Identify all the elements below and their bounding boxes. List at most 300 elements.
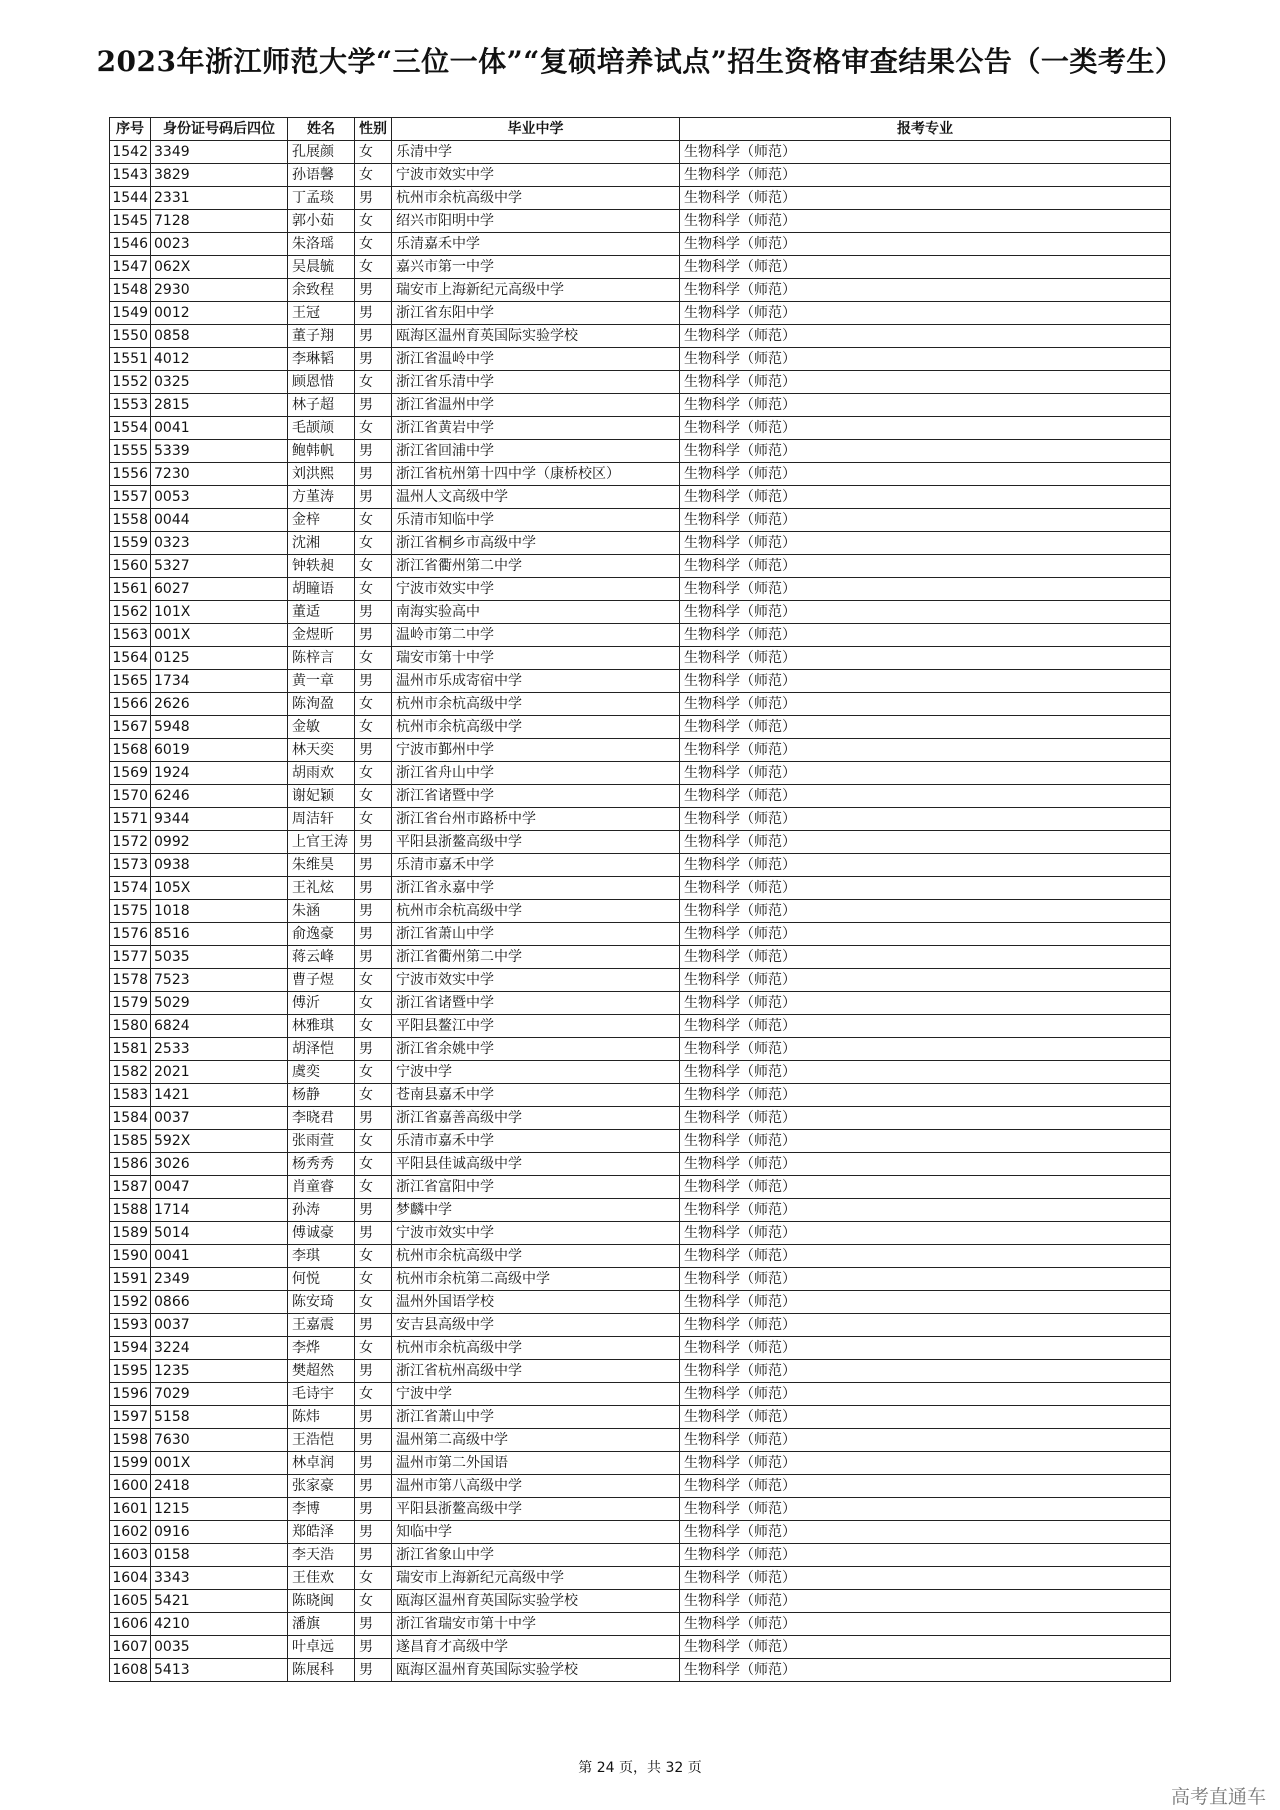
table-row bbox=[110, 601, 1171, 624]
cell-name: 林雅琪 bbox=[288, 1015, 355, 1038]
cell-name: 胡瞳语 bbox=[288, 578, 355, 601]
cell-gender: 女 bbox=[355, 141, 392, 164]
cell-id-last4: 6027 bbox=[151, 578, 288, 601]
cell-id-last4: 6019 bbox=[151, 739, 288, 762]
cell-major: 生物科学（师范） bbox=[680, 624, 1171, 647]
cell-school: 乐清市嘉禾中学 bbox=[392, 1130, 680, 1153]
cell-id-last4: 0158 bbox=[151, 1544, 288, 1567]
cell-school: 平阳县浙鳌高级中学 bbox=[392, 831, 680, 854]
cell-gender: 女 bbox=[355, 762, 392, 785]
cell-name: 张雨萱 bbox=[288, 1130, 355, 1153]
cell-name: 金敏 bbox=[288, 716, 355, 739]
cell-gender: 女 bbox=[355, 1061, 392, 1084]
cell-gender: 男 bbox=[355, 1107, 392, 1130]
cell-name: 李琪 bbox=[288, 1245, 355, 1268]
table-row bbox=[110, 463, 1171, 486]
cell-seq: 1587 bbox=[110, 1176, 151, 1199]
cell-school: 杭州市余杭高级中学 bbox=[392, 900, 680, 923]
cell-seq: 1545 bbox=[110, 210, 151, 233]
cell-school: 浙江省乐清中学 bbox=[392, 371, 680, 394]
cell-gender: 女 bbox=[355, 532, 392, 555]
cell-gender: 女 bbox=[355, 992, 392, 1015]
table-row bbox=[110, 831, 1171, 854]
cell-major: 生物科学（师范） bbox=[680, 1153, 1171, 1176]
cell-name: 虞奕 bbox=[288, 1061, 355, 1084]
table-row bbox=[110, 739, 1171, 762]
cell-major: 生物科学（师范） bbox=[680, 1498, 1171, 1521]
cell-school: 浙江省富阳中学 bbox=[392, 1176, 680, 1199]
cell-name: 吴晨毓 bbox=[288, 256, 355, 279]
watermark: 高考直通车 bbox=[1170, 1786, 1266, 1808]
table-row bbox=[110, 1245, 1171, 1268]
cell-major: 生物科学（师范） bbox=[680, 1291, 1171, 1314]
cell-name: 曹子煜 bbox=[288, 969, 355, 992]
cell-major: 生物科学（师范） bbox=[680, 808, 1171, 831]
cell-seq: 1579 bbox=[110, 992, 151, 1015]
cell-gender: 男 bbox=[355, 1613, 392, 1636]
cell-seq: 1564 bbox=[110, 647, 151, 670]
cell-seq: 1594 bbox=[110, 1337, 151, 1360]
cell-name: 上官王涛 bbox=[288, 831, 355, 854]
table-row bbox=[110, 233, 1171, 256]
cell-name: 俞逸豪 bbox=[288, 923, 355, 946]
cell-major: 生物科学（师范） bbox=[680, 1222, 1171, 1245]
cell-name: 孙语馨 bbox=[288, 164, 355, 187]
cell-gender: 女 bbox=[355, 716, 392, 739]
cell-name: 郭小茹 bbox=[288, 210, 355, 233]
cell-major: 生物科学（师范） bbox=[680, 1636, 1171, 1659]
cell-id-last4: 0938 bbox=[151, 854, 288, 877]
cell-name: 陈安琦 bbox=[288, 1291, 355, 1314]
cell-school: 宁波市效实中学 bbox=[392, 1222, 680, 1245]
cell-school: 浙江省杭州高级中学 bbox=[392, 1360, 680, 1383]
cell-school: 浙江省瑞安市第十中学 bbox=[392, 1613, 680, 1636]
col-header-gender: 性别 bbox=[355, 118, 392, 141]
cell-name: 樊超然 bbox=[288, 1360, 355, 1383]
cell-school: 浙江省桐乡市高级中学 bbox=[392, 532, 680, 555]
cell-id-last4: 0992 bbox=[151, 831, 288, 854]
table-row bbox=[110, 1291, 1171, 1314]
results-table bbox=[109, 117, 1171, 1682]
table-row bbox=[110, 302, 1171, 325]
cell-name: 潘旗 bbox=[288, 1613, 355, 1636]
cell-name: 余致程 bbox=[288, 279, 355, 302]
cell-school: 平阳县浙鳌高级中学 bbox=[392, 1498, 680, 1521]
cell-seq: 1543 bbox=[110, 164, 151, 187]
table-row bbox=[110, 1199, 1171, 1222]
table-row bbox=[110, 1613, 1171, 1636]
table-row bbox=[110, 1153, 1171, 1176]
cell-seq: 1577 bbox=[110, 946, 151, 969]
cell-id-last4: 001X bbox=[151, 624, 288, 647]
cell-id-last4: 7029 bbox=[151, 1383, 288, 1406]
cell-school: 宁波市效实中学 bbox=[392, 164, 680, 187]
cell-gender: 女 bbox=[355, 1084, 392, 1107]
cell-id-last4: 5029 bbox=[151, 992, 288, 1015]
cell-name: 毛诗宇 bbox=[288, 1383, 355, 1406]
cell-name: 金煜昕 bbox=[288, 624, 355, 647]
cell-gender: 男 bbox=[355, 739, 392, 762]
table-row bbox=[110, 1268, 1171, 1291]
cell-major: 生物科学（师范） bbox=[680, 831, 1171, 854]
cell-gender: 男 bbox=[355, 854, 392, 877]
cell-school: 瑞安市第十中学 bbox=[392, 647, 680, 670]
cell-major: 生物科学（师范） bbox=[680, 1567, 1171, 1590]
cell-gender: 女 bbox=[355, 647, 392, 670]
cell-id-last4: 2021 bbox=[151, 1061, 288, 1084]
cell-gender: 女 bbox=[355, 1245, 392, 1268]
table-row bbox=[110, 693, 1171, 716]
cell-seq: 1574 bbox=[110, 877, 151, 900]
cell-school: 浙江省衢州第二中学 bbox=[392, 555, 680, 578]
cell-seq: 1555 bbox=[110, 440, 151, 463]
cell-name: 陈洵盈 bbox=[288, 693, 355, 716]
cell-seq: 1592 bbox=[110, 1291, 151, 1314]
cell-seq: 1585 bbox=[110, 1130, 151, 1153]
table-row bbox=[110, 877, 1171, 900]
cell-school: 浙江省衢州第二中学 bbox=[392, 946, 680, 969]
cell-id-last4: 1215 bbox=[151, 1498, 288, 1521]
cell-gender: 女 bbox=[355, 1268, 392, 1291]
cell-major: 生物科学（师范） bbox=[680, 371, 1171, 394]
cell-seq: 1598 bbox=[110, 1429, 151, 1452]
table-row bbox=[110, 486, 1171, 509]
cell-id-last4: 062X bbox=[151, 256, 288, 279]
cell-id-last4: 0866 bbox=[151, 1291, 288, 1314]
col-header-name: 姓名 bbox=[288, 118, 355, 141]
cell-major: 生物科学（师范） bbox=[680, 716, 1171, 739]
table-row bbox=[110, 555, 1171, 578]
cell-major: 生物科学（师范） bbox=[680, 601, 1171, 624]
cell-name: 董子翔 bbox=[288, 325, 355, 348]
cell-major: 生物科学（师范） bbox=[680, 164, 1171, 187]
cell-school: 浙江省永嘉中学 bbox=[392, 877, 680, 900]
cell-seq: 1566 bbox=[110, 693, 151, 716]
table-row bbox=[110, 1084, 1171, 1107]
cell-school: 乐清市嘉禾中学 bbox=[392, 854, 680, 877]
table-row bbox=[110, 923, 1171, 946]
cell-id-last4: 8516 bbox=[151, 923, 288, 946]
cell-school: 宁波市效实中学 bbox=[392, 578, 680, 601]
table-row bbox=[110, 762, 1171, 785]
cell-id-last4: 105X bbox=[151, 877, 288, 900]
cell-gender: 男 bbox=[355, 1429, 392, 1452]
cell-seq: 1593 bbox=[110, 1314, 151, 1337]
cell-gender: 女 bbox=[355, 509, 392, 532]
cell-major: 生物科学（师范） bbox=[680, 1613, 1171, 1636]
cell-id-last4: 5339 bbox=[151, 440, 288, 463]
cell-major: 生物科学（师范） bbox=[680, 969, 1171, 992]
cell-major: 生物科学（师范） bbox=[680, 348, 1171, 371]
cell-name: 谢妃颖 bbox=[288, 785, 355, 808]
cell-gender: 男 bbox=[355, 1452, 392, 1475]
cell-major: 生物科学（师范） bbox=[680, 417, 1171, 440]
cell-id-last4: 2418 bbox=[151, 1475, 288, 1498]
cell-major: 生物科学（师范） bbox=[680, 900, 1171, 923]
table-row bbox=[110, 647, 1171, 670]
table-row bbox=[110, 440, 1171, 463]
col-header-id-last4: 身份证号码后四位 bbox=[151, 118, 288, 141]
table-body bbox=[110, 141, 1171, 1682]
table-row bbox=[110, 854, 1171, 877]
cell-id-last4: 2930 bbox=[151, 279, 288, 302]
cell-name: 朱维昊 bbox=[288, 854, 355, 877]
cell-id-last4: 5948 bbox=[151, 716, 288, 739]
cell-name: 方堇涛 bbox=[288, 486, 355, 509]
cell-name: 王礼炫 bbox=[288, 877, 355, 900]
cell-name: 林卓润 bbox=[288, 1452, 355, 1475]
cell-name: 李晓君 bbox=[288, 1107, 355, 1130]
cell-seq: 1552 bbox=[110, 371, 151, 394]
table-row bbox=[110, 509, 1171, 532]
cell-name: 王嘉震 bbox=[288, 1314, 355, 1337]
cell-gender: 女 bbox=[355, 808, 392, 831]
cell-id-last4: 4012 bbox=[151, 348, 288, 371]
cell-school: 浙江省东阳中学 bbox=[392, 302, 680, 325]
col-header-seq: 序号 bbox=[110, 118, 151, 141]
table-row bbox=[110, 394, 1171, 417]
cell-seq: 1560 bbox=[110, 555, 151, 578]
cell-seq: 1565 bbox=[110, 670, 151, 693]
cell-school: 宁波中学 bbox=[392, 1383, 680, 1406]
cell-id-last4: 7523 bbox=[151, 969, 288, 992]
cell-seq: 1599 bbox=[110, 1452, 151, 1475]
cell-school: 平阳县佳诚高级中学 bbox=[392, 1153, 680, 1176]
cell-id-last4: 0044 bbox=[151, 509, 288, 532]
cell-major: 生物科学（师范） bbox=[680, 1268, 1171, 1291]
cell-gender: 男 bbox=[355, 302, 392, 325]
cell-school: 浙江省余姚中学 bbox=[392, 1038, 680, 1061]
cell-gender: 女 bbox=[355, 1153, 392, 1176]
cell-name: 孙涛 bbox=[288, 1199, 355, 1222]
table-row bbox=[110, 1498, 1171, 1521]
cell-major: 生物科学（师范） bbox=[680, 923, 1171, 946]
cell-seq: 1602 bbox=[110, 1521, 151, 1544]
cell-seq: 1559 bbox=[110, 532, 151, 555]
cell-id-last4: 5413 bbox=[151, 1659, 288, 1682]
cell-major: 生物科学（师范） bbox=[680, 141, 1171, 164]
cell-id-last4: 5421 bbox=[151, 1590, 288, 1613]
cell-seq: 1573 bbox=[110, 854, 151, 877]
table-row bbox=[110, 417, 1171, 440]
cell-name: 肖童睿 bbox=[288, 1176, 355, 1199]
table-row bbox=[110, 1314, 1171, 1337]
cell-id-last4: 3349 bbox=[151, 141, 288, 164]
cell-gender: 女 bbox=[355, 555, 392, 578]
cell-gender: 女 bbox=[355, 578, 392, 601]
cell-gender: 男 bbox=[355, 624, 392, 647]
cell-id-last4: 2626 bbox=[151, 693, 288, 716]
cell-id-last4: 5014 bbox=[151, 1222, 288, 1245]
cell-gender: 男 bbox=[355, 1360, 392, 1383]
cell-name: 陈梓言 bbox=[288, 647, 355, 670]
cell-major: 生物科学（师范） bbox=[680, 1176, 1171, 1199]
table-row bbox=[110, 1590, 1171, 1613]
cell-major: 生物科学（师范） bbox=[680, 877, 1171, 900]
table-row bbox=[110, 1061, 1171, 1084]
cell-gender: 女 bbox=[355, 1337, 392, 1360]
cell-gender: 男 bbox=[355, 394, 392, 417]
cell-name: 何悦 bbox=[288, 1268, 355, 1291]
cell-major: 生物科学（师范） bbox=[680, 762, 1171, 785]
cell-major: 生物科学（师范） bbox=[680, 302, 1171, 325]
table-row bbox=[110, 1038, 1171, 1061]
cell-name: 王浩恺 bbox=[288, 1429, 355, 1452]
cell-school: 浙江省诸暨中学 bbox=[392, 992, 680, 1015]
table-row bbox=[110, 348, 1171, 371]
cell-id-last4: 2533 bbox=[151, 1038, 288, 1061]
table-row bbox=[110, 1544, 1171, 1567]
cell-school: 杭州市余杭第二高级中学 bbox=[392, 1268, 680, 1291]
cell-seq: 1558 bbox=[110, 509, 151, 532]
cell-major: 生物科学（师范） bbox=[680, 233, 1171, 256]
cell-school: 浙江省黄岩中学 bbox=[392, 417, 680, 440]
cell-school: 温岭市第二中学 bbox=[392, 624, 680, 647]
table-row bbox=[110, 1521, 1171, 1544]
cell-seq: 1606 bbox=[110, 1613, 151, 1636]
table-row bbox=[110, 1406, 1171, 1429]
table-row bbox=[110, 1636, 1171, 1659]
cell-major: 生物科学（师范） bbox=[680, 739, 1171, 762]
cell-id-last4: 7128 bbox=[151, 210, 288, 233]
cell-seq: 1568 bbox=[110, 739, 151, 762]
cell-seq: 1596 bbox=[110, 1383, 151, 1406]
cell-school: 浙江省象山中学 bbox=[392, 1544, 680, 1567]
cell-id-last4: 3224 bbox=[151, 1337, 288, 1360]
cell-school: 温州市乐成寄宿中学 bbox=[392, 670, 680, 693]
cell-seq: 1582 bbox=[110, 1061, 151, 1084]
cell-school: 杭州市余杭高级中学 bbox=[392, 187, 680, 210]
cell-seq: 1562 bbox=[110, 601, 151, 624]
col-header-major: 报考专业 bbox=[680, 118, 1171, 141]
table-row bbox=[110, 532, 1171, 555]
cell-school: 温州第二高级中学 bbox=[392, 1429, 680, 1452]
cell-seq: 1546 bbox=[110, 233, 151, 256]
cell-id-last4: 0053 bbox=[151, 486, 288, 509]
cell-name: 周洁轩 bbox=[288, 808, 355, 831]
cell-school: 温州市第八高级中学 bbox=[392, 1475, 680, 1498]
cell-school: 安吉县高级中学 bbox=[392, 1314, 680, 1337]
cell-name: 朱洛瑶 bbox=[288, 233, 355, 256]
cell-gender: 女 bbox=[355, 1590, 392, 1613]
cell-school: 浙江省萧山中学 bbox=[392, 1406, 680, 1429]
cell-seq: 1571 bbox=[110, 808, 151, 831]
cell-name: 沈湘 bbox=[288, 532, 355, 555]
cell-school: 浙江省嘉善高级中学 bbox=[392, 1107, 680, 1130]
cell-id-last4: 0125 bbox=[151, 647, 288, 670]
cell-seq: 1603 bbox=[110, 1544, 151, 1567]
cell-gender: 男 bbox=[355, 946, 392, 969]
cell-seq: 1553 bbox=[110, 394, 151, 417]
cell-major: 生物科学（师范） bbox=[680, 1590, 1171, 1613]
table-row bbox=[110, 164, 1171, 187]
cell-seq: 1542 bbox=[110, 141, 151, 164]
cell-gender: 女 bbox=[355, 417, 392, 440]
cell-gender: 男 bbox=[355, 1314, 392, 1337]
cell-major: 生物科学（师范） bbox=[680, 1544, 1171, 1567]
cell-major: 生物科学（师范） bbox=[680, 1521, 1171, 1544]
cell-school: 嘉兴市第一中学 bbox=[392, 256, 680, 279]
cell-seq: 1597 bbox=[110, 1406, 151, 1429]
cell-id-last4: 101X bbox=[151, 601, 288, 624]
cell-gender: 男 bbox=[355, 900, 392, 923]
table-row bbox=[110, 624, 1171, 647]
cell-gender: 男 bbox=[355, 1038, 392, 1061]
cell-seq: 1584 bbox=[110, 1107, 151, 1130]
cell-school: 杭州市余杭高级中学 bbox=[392, 1245, 680, 1268]
cell-major: 生物科学（师范） bbox=[680, 1659, 1171, 1682]
cell-major: 生物科学（师范） bbox=[680, 256, 1171, 279]
cell-name: 董适 bbox=[288, 601, 355, 624]
cell-gender: 男 bbox=[355, 1406, 392, 1429]
cell-name: 陈炜 bbox=[288, 1406, 355, 1429]
table-row bbox=[110, 1452, 1171, 1475]
cell-school: 杭州市余杭高级中学 bbox=[392, 716, 680, 739]
cell-id-last4: 0037 bbox=[151, 1314, 288, 1337]
cell-school: 杭州市余杭高级中学 bbox=[392, 1337, 680, 1360]
cell-name: 陈展科 bbox=[288, 1659, 355, 1682]
table-row bbox=[110, 946, 1171, 969]
cell-id-last4: 7630 bbox=[151, 1429, 288, 1452]
cell-seq: 1554 bbox=[110, 417, 151, 440]
cell-name: 胡泽恺 bbox=[288, 1038, 355, 1061]
cell-gender: 男 bbox=[355, 1659, 392, 1682]
cell-major: 生物科学（师范） bbox=[680, 1107, 1171, 1130]
cell-id-last4: 592X bbox=[151, 1130, 288, 1153]
cell-major: 生物科学（师范） bbox=[680, 1199, 1171, 1222]
cell-id-last4: 6824 bbox=[151, 1015, 288, 1038]
cell-name: 钟轶昶 bbox=[288, 555, 355, 578]
cell-major: 生物科学（师范） bbox=[680, 463, 1171, 486]
cell-seq: 1563 bbox=[110, 624, 151, 647]
cell-school: 梦麟中学 bbox=[392, 1199, 680, 1222]
cell-gender: 女 bbox=[355, 1383, 392, 1406]
cell-gender: 女 bbox=[355, 1291, 392, 1314]
cell-gender: 男 bbox=[355, 463, 392, 486]
cell-school: 温州人文高级中学 bbox=[392, 486, 680, 509]
cell-school: 浙江省萧山中学 bbox=[392, 923, 680, 946]
cell-major: 生物科学（师范） bbox=[680, 486, 1171, 509]
cell-name: 傅诚豪 bbox=[288, 1222, 355, 1245]
cell-seq: 1607 bbox=[110, 1636, 151, 1659]
cell-major: 生物科学（师范） bbox=[680, 210, 1171, 233]
cell-major: 生物科学（师范） bbox=[680, 325, 1171, 348]
table-row bbox=[110, 1383, 1171, 1406]
cell-seq: 1557 bbox=[110, 486, 151, 509]
cell-gender: 女 bbox=[355, 1015, 392, 1038]
cell-major: 生物科学（师范） bbox=[680, 1038, 1171, 1061]
cell-name: 叶卓远 bbox=[288, 1636, 355, 1659]
cell-school: 遂昌育才高级中学 bbox=[392, 1636, 680, 1659]
cell-school: 温州外国语学校 bbox=[392, 1291, 680, 1314]
table-row bbox=[110, 256, 1171, 279]
cell-id-last4: 3343 bbox=[151, 1567, 288, 1590]
cell-school: 浙江省舟山中学 bbox=[392, 762, 680, 785]
cell-major: 生物科学（师范） bbox=[680, 1130, 1171, 1153]
cell-major: 生物科学（师范） bbox=[680, 1429, 1171, 1452]
cell-major: 生物科学（师范） bbox=[680, 1383, 1171, 1406]
cell-school: 宁波市鄞州中学 bbox=[392, 739, 680, 762]
cell-major: 生物科学（师范） bbox=[680, 670, 1171, 693]
cell-gender: 男 bbox=[355, 1498, 392, 1521]
table-row bbox=[110, 969, 1171, 992]
cell-id-last4: 001X bbox=[151, 1452, 288, 1475]
table-row bbox=[110, 1130, 1171, 1153]
table-row bbox=[110, 210, 1171, 233]
cell-name: 毛颉颃 bbox=[288, 417, 355, 440]
cell-major: 生物科学（师范） bbox=[680, 532, 1171, 555]
cell-gender: 男 bbox=[355, 1636, 392, 1659]
